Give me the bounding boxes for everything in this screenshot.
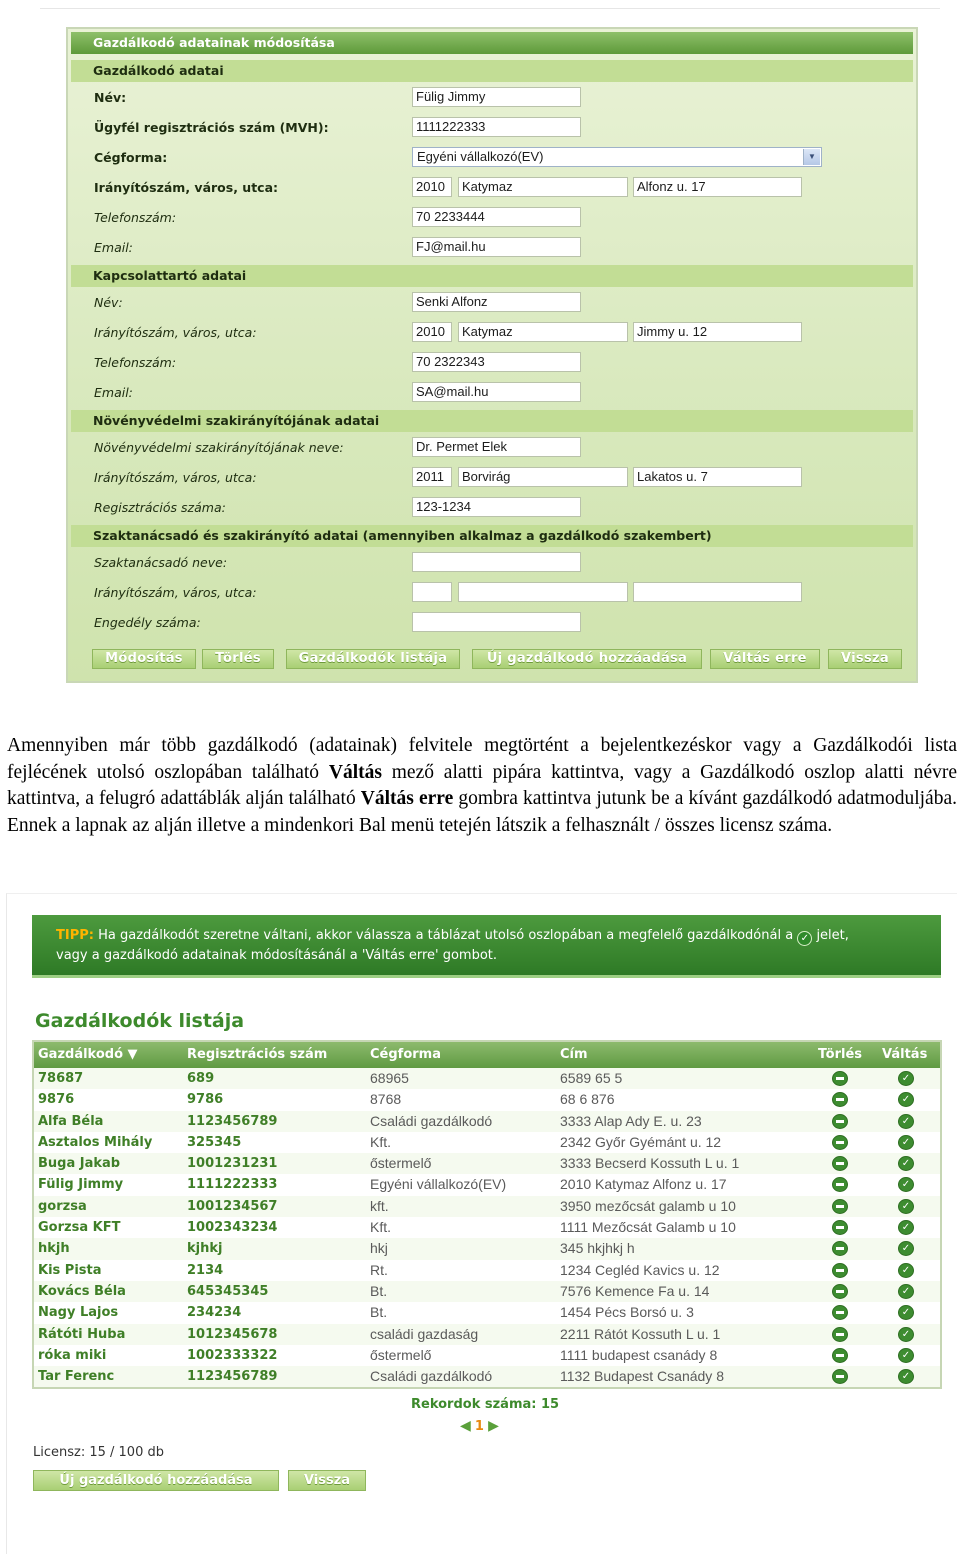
advisor-name-field[interactable] [412, 552, 581, 572]
reg-number-cell: 689 [187, 1071, 215, 1086]
address-cell: 6589 65 5 [560, 1070, 623, 1086]
farmer-street-field[interactable]: Alfonz u. 17 [633, 177, 802, 197]
company-form-select[interactable] [412, 147, 822, 167]
reg-number-cell: 1111222333 [187, 1177, 278, 1193]
address-cell: 1234 Cegléd Kavics u. 12 [560, 1261, 720, 1278]
farmer-name-cell[interactable]: Buga Jakab [38, 1156, 121, 1172]
switch-check-icon[interactable]: ✓ [898, 1114, 914, 1129]
reg-number-cell: 1001234567 [187, 1198, 278, 1214]
switch-check-icon[interactable]: ✓ [898, 1156, 914, 1171]
company-form-cell: Egyéni vállalkozó(EV) [370, 1176, 507, 1193]
company-form-cell: Kft. [370, 1219, 392, 1236]
address-cell: 2342 Győr Gyémánt u. 12 [560, 1133, 722, 1150]
company-form-cell: Kft. [370, 1133, 392, 1150]
farmer-table [32, 1040, 942, 1389]
farmer-name-cell[interactable]: hkjh [38, 1241, 70, 1257]
table-row [34, 1153, 940, 1174]
farmer-name-cell[interactable]: róka miki [38, 1347, 107, 1363]
farmer-name-cell[interactable]: 9876 [38, 1092, 75, 1108]
plant-reg-field[interactable]: 123-1234 [412, 497, 581, 517]
table-row [34, 1260, 940, 1281]
switch-check-icon[interactable]: ✓ [898, 1135, 914, 1150]
delete-icon[interactable] [832, 1284, 848, 1299]
delete-icon[interactable] [832, 1177, 848, 1192]
reg-number-cell: 9786 [187, 1092, 224, 1108]
table-row [34, 1324, 940, 1345]
advisor-name-label: Szaktanácsadó neve: [94, 555, 228, 570]
address-cell: 2211 Rátót Kossuth L u. 1 [560, 1325, 721, 1342]
address-cell: 345 hkjhkj h [560, 1240, 635, 1257]
list-title: Gazdálkodók listája [35, 1010, 245, 1032]
para-text-2: mező alatti pipára kattintva, vagy a Gazdálkodó oszlop alatti névre kattintva, a felugró adattáblák alján található [7, 761, 957, 809]
contact-name-label: Név: [94, 295, 123, 310]
delete-icon[interactable] [832, 1220, 848, 1235]
instruction-paragraph [7, 733, 957, 839]
tip-text-1: Ha gazdálkodót szeretne váltani, akkor válassza a táblázat utolsó oszlopában a megfelelő gazdálkodónál a [93, 928, 798, 943]
farmer-name-cell[interactable]: Rátóti Huba [38, 1326, 126, 1342]
delete-icon[interactable] [832, 1327, 848, 1342]
para-bold-1: Váltás [328, 761, 382, 783]
farmer-name-label: Név: [94, 90, 127, 105]
company-form-cell: Bt. [370, 1304, 388, 1321]
advisor-permit-field[interactable] [412, 612, 581, 632]
farmer-name-cell[interactable]: gorzsa [38, 1198, 87, 1214]
table-row [34, 1366, 940, 1387]
table-body [34, 1068, 940, 1387]
plant-reg-label: Regisztrációs száma: [94, 500, 226, 515]
farmer-edit-form [66, 27, 918, 683]
company-form-value: Egyéni vállalkozó(EV) [417, 149, 544, 164]
check-icon: ✓ [797, 931, 812, 946]
section-advisor: Szaktanácsadó és szakirányító adatai (amennyiben alkalmaz a gazdálkodó szakembert) [71, 525, 913, 547]
col-company-form[interactable]: Cégforma [370, 1047, 441, 1062]
reg-number-cell: kjhkj [187, 1241, 223, 1257]
col-delete: Törlés [818, 1047, 863, 1062]
farmer-name-cell[interactable]: Alfa Béla [38, 1113, 104, 1129]
table-row [34, 1068, 940, 1089]
switch-check-icon[interactable]: ✓ [898, 1284, 914, 1299]
farmer-name-cell[interactable]: Gorzsa KFT [38, 1220, 121, 1236]
contact-phone-label: Telefonszám: [94, 355, 177, 370]
contact-city-field[interactable]: Katymaz [458, 322, 628, 342]
back-button-bottom[interactable]: Vissza [288, 1470, 366, 1491]
advisor-street-field[interactable] [633, 582, 802, 602]
address-cell: 68 6 876 [560, 1091, 615, 1108]
col-switch: Váltás [882, 1047, 928, 1062]
table-row [34, 1217, 940, 1238]
section-contact: Kapcsolattartó adatai [71, 265, 913, 287]
delete-icon[interactable] [832, 1135, 848, 1150]
company-form-cell: Családi gazdálkodó [370, 1112, 493, 1129]
farmer-city-field[interactable]: Katymaz [458, 177, 628, 197]
address-cell: 1132 Budapest Csanády 8 [560, 1368, 724, 1385]
switch-check-icon[interactable]: ✓ [898, 1327, 914, 1342]
table-row [34, 1174, 940, 1195]
reg-number-cell: 234234 [187, 1305, 242, 1321]
modify-button[interactable]: Módosítás [92, 649, 196, 669]
reg-number-cell: 1123456789 [187, 1113, 278, 1129]
farmer-name-cell[interactable]: 78687 [38, 1071, 84, 1086]
plant-name-label: Növényvédelmi szakirányítójának neve: [94, 440, 344, 455]
switch-check-icon[interactable]: ✓ [898, 1348, 914, 1363]
pager [460, 1418, 499, 1434]
table-row [34, 1302, 940, 1323]
arrow-right-icon[interactable]: ▶ [488, 1418, 499, 1434]
farmer-name-cell[interactable]: Kovács Béla [38, 1283, 126, 1299]
farmer-name-cell[interactable]: Kis Pista [38, 1262, 102, 1278]
section-plant-protection: Növényvédelmi szakirányítójának adatai [71, 410, 913, 432]
switch-check-icon[interactable]: ✓ [898, 1220, 914, 1235]
switch-check-icon[interactable]: ✓ [898, 1199, 914, 1214]
reg-number-cell: 645345345 [187, 1283, 269, 1299]
farmer-phone-field[interactable]: 70 2233444 [412, 207, 581, 227]
para-bold-2: Váltás erre [360, 788, 454, 809]
delete-icon[interactable] [832, 1369, 848, 1384]
contact-address-label: Irányítószám, város, utca: [94, 325, 257, 340]
farmer-address-label: Irányítószám, város, utca: [94, 180, 279, 195]
table-row [34, 1132, 940, 1153]
plant-name-field[interactable]: Dr. Permet Elek [412, 437, 581, 457]
company-form-cell: 68965 [370, 1070, 409, 1086]
address-cell: 2010 Katymaz Alfonz u. 17 [560, 1176, 727, 1193]
plant-zip-field[interactable]: 2011 [412, 467, 452, 487]
delete-icon[interactable] [832, 1241, 848, 1256]
address-cell: 1454 Pécs Borsó u. 3 [560, 1304, 694, 1321]
switch-check-icon[interactable]: ✓ [898, 1071, 914, 1086]
reg-number-cell: 1002343234 [187, 1220, 278, 1236]
company-form-label: Cégforma: [94, 150, 168, 165]
address-cell: 1111 budapest csanády 8 [560, 1346, 718, 1363]
delete-icon[interactable] [832, 1071, 848, 1086]
company-form-cell: Családi gazdálkodó [370, 1368, 493, 1385]
reg-number-cell: 1002333322 [187, 1347, 278, 1363]
delete-button[interactable]: Törlés [202, 649, 274, 669]
record-count: Rekordok száma: 15 [411, 1397, 560, 1412]
contact-street-field[interactable]: Jimmy u. 12 [633, 322, 802, 342]
table-row [34, 1238, 940, 1259]
farmer-email-label: Email: [94, 240, 133, 255]
reg-number-cell: 2134 [187, 1262, 224, 1278]
farmer-reg-field[interactable]: 1111222333 [412, 117, 581, 137]
plant-city-field[interactable]: Borvirág [458, 467, 628, 487]
switch-check-icon[interactable]: ✓ [898, 1369, 914, 1384]
address-cell: 3333 Alap Ady E. u. 23 [560, 1112, 702, 1129]
top-divider [40, 8, 940, 9]
farmer-list-button[interactable]: Gazdálkodók listája [286, 649, 460, 669]
contact-phone-field[interactable]: 70 2322343 [412, 352, 581, 372]
switch-check-icon[interactable]: ✓ [898, 1092, 914, 1107]
plant-address-label: Irányítószám, város, utca: [94, 470, 257, 485]
farmer-phone-label: Telefonszám: [94, 210, 177, 225]
reg-number-cell: 1012345678 [187, 1326, 278, 1342]
company-form-cell: családi gazdaság [370, 1325, 479, 1342]
para-text-3: gombra kattintva jutunk be a kívánt gazdálkodó adatmoduljába. Ennek a lapnak az alján illetve a mindenkori Bal menü tetején látszik a felhasznált / összes licensz száma. [7, 788, 957, 836]
tip-text-3: vagy a gazdálkodó adatainak módosításánál a 'Váltás erre' gombot. [56, 948, 498, 963]
contact-email-field[interactable]: SA@mail.hu [412, 382, 581, 402]
contact-name-field[interactable]: Senki Alfonz [412, 292, 581, 312]
advisor-address-label: Irányítószám, város, utca: [94, 585, 257, 600]
switch-check-icon[interactable]: ✓ [898, 1241, 914, 1256]
col-reg-number[interactable]: Regisztrációs szám [187, 1047, 328, 1062]
reg-number-cell: 1123456789 [187, 1369, 278, 1385]
table-row [34, 1345, 940, 1366]
address-cell: 3950 mezőcsát galamb u 10 [560, 1197, 736, 1214]
reg-number-cell: 325345 [187, 1134, 242, 1150]
company-form-cell: 8768 [370, 1091, 402, 1108]
farmer-name-cell[interactable]: Nagy Lajos [38, 1305, 119, 1321]
company-form-cell: őstermelő [370, 1155, 432, 1172]
tip-banner [32, 915, 941, 978]
delete-icon[interactable] [832, 1263, 848, 1278]
table-row [34, 1089, 940, 1110]
company-form-cell: őstermelő [370, 1346, 432, 1363]
switch-check-icon[interactable]: ✓ [898, 1263, 914, 1278]
tip-text-2: jelet, [812, 928, 849, 943]
company-form-cell: kft. [370, 1197, 389, 1214]
add-farmer-button[interactable]: Új gazdálkodó hozzáadása [472, 649, 702, 669]
delete-icon[interactable] [832, 1305, 848, 1320]
advisor-zip-field[interactable] [412, 582, 452, 602]
farmer-name-field[interactable]: Fülig Jimmy [412, 87, 581, 107]
switch-check-icon[interactable]: ✓ [898, 1305, 914, 1320]
farmer-zip-field[interactable]: 2010 [412, 177, 452, 197]
arrow-left-icon[interactable]: ◀ [460, 1418, 471, 1434]
switch-to-button[interactable]: Váltás erre [710, 649, 820, 669]
add-farmer-button-bottom[interactable]: Új gazdálkodó hozzáadása [33, 1470, 279, 1491]
farmer-name-cell[interactable]: Asztalos Mihály [38, 1134, 153, 1150]
address-cell: 3333 Becserd Kossuth L u. 1 [560, 1155, 740, 1172]
table-row [34, 1111, 940, 1132]
license-count: Licensz: 15 / 100 db [33, 1445, 164, 1460]
reg-number-cell: 1001231231 [187, 1156, 278, 1172]
contact-email-label: Email: [94, 385, 133, 400]
table-header [34, 1042, 940, 1068]
plant-street-field[interactable]: Lakatos u. 7 [633, 467, 802, 487]
advisor-city-field[interactable] [458, 582, 628, 602]
para-text-1: Amennyiben már több gazdálkodó (adatainak) felvitele megtörtént a bejelentkezéskor vagy a Gazdálkodói lista fejlécének utolsó oszlopában található [7, 735, 957, 783]
company-form-cell: Bt. [370, 1282, 388, 1299]
tip-label: TIPP: [56, 928, 94, 943]
col-farmer[interactable]: Gazdálkodó ▼ [38, 1047, 138, 1062]
delete-icon[interactable] [832, 1348, 848, 1363]
delete-icon[interactable] [832, 1092, 848, 1107]
farmer-list-screenshot [6, 893, 957, 1554]
col-address[interactable]: Cím [560, 1047, 588, 1062]
company-form-cell: hkj [370, 1240, 388, 1257]
company-form-cell: Rt. [370, 1261, 388, 1278]
advisor-permit-label: Engedély száma: [94, 615, 201, 630]
farmer-email-field[interactable]: FJ@mail.hu [412, 237, 581, 257]
contact-zip-field[interactable]: 2010 [412, 322, 452, 342]
table-row [34, 1281, 940, 1302]
form-title: Gazdálkodó adatainak módosítása [71, 32, 913, 54]
farmer-reg-label: Ügyfél regisztrációs szám (MVH): [94, 120, 329, 135]
farmer-name-cell[interactable]: Tar Ferenc [38, 1369, 115, 1385]
delete-icon[interactable] [832, 1156, 848, 1171]
delete-icon[interactable] [832, 1199, 848, 1214]
farmer-name-cell[interactable]: Fülig Jimmy [38, 1177, 124, 1193]
back-button[interactable]: Vissza [828, 649, 902, 669]
page-number[interactable]: 1 [474, 1419, 484, 1434]
section-farmer: Gazdálkodó adatai [71, 60, 913, 82]
table-row [34, 1196, 940, 1217]
delete-icon[interactable] [832, 1114, 848, 1129]
address-cell: 1111 Mezőcsát Galamb u 10 [560, 1219, 736, 1236]
switch-check-icon[interactable]: ✓ [898, 1177, 914, 1192]
chevron-down-icon[interactable]: ▼ [803, 149, 820, 165]
address-cell: 7576 Kemence Fa u. 14 [560, 1282, 710, 1299]
